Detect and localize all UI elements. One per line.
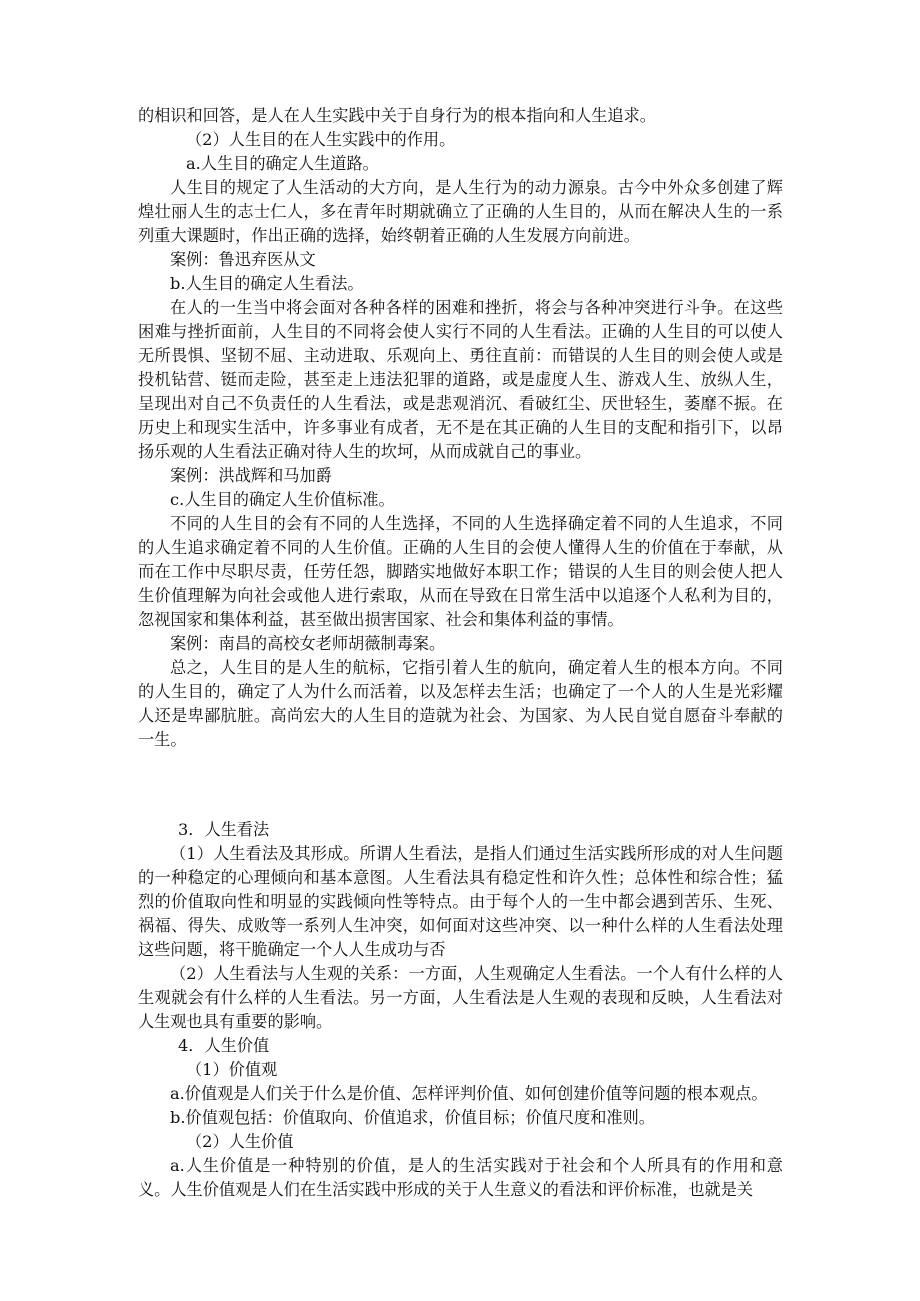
paragraph: （2）人生看法与人生观的关系：一方面，人生观确定人生看法。一个人有什么样的人生观就会有什么样的人生看法。另一方面，人生看法是人生观的表现和反映，人生看法对人生观也具有重要的影响。 [138,964,783,1032]
paragraph: 的相识和回答，是人在人生实践中关于自身行为的根本指向和人生追求。 [138,106,656,125]
paragraph: 人生目的规定了人生活动的大方向，是人生行为的动力源泉。古今中外众多创建了辉煌壮丽人生的志士仁人，多在青年时期就确立了正确的人生目的，从而在解决人生的一系列重大课题时，作出正确的选择，始终朝着正确的人生发展方向前进。 [138,178,783,245]
paragraph: （1）价值观 [186,1060,278,1080]
paragraph: 在人的一生当中将会面对各种各样的困难和挫折，将会与各种冲突进行斗争。在这些困难与挫折面前，人生目的不同将会使人实行不同的人生看法。正确的人生目的可以使人无所畏惧、坚韧不屈、主动进取、乐观向上、勇往直前：而错误的人生目的则会使人或是投机钻营、铤而走险，甚至走上违法犯罪的道路，或是虚度人生、游戏人生、放纵人生，呈现出对自己不负责任的人生看法，或是悲观消沉、看破红尘、厌世轻生，萎靡不振。在历史上和现实生活中，许多事业有成者，无不是在其正确的人生目的支配和指引下，以昂扬乐观的人生看法正确对待人生的坎坷，从而成就自己的事业。 [138,298,783,461]
paragraph: a.价值观是人们关于什么是价值、怎样评判价值、如何创建价值等问题的根本观点。 [170,1084,768,1104]
paragraph: （1）人生看法及其形成。所谓人生看法，是指人们通过生活实践所形成的对人生问题的一种稳定的心理倾向和基本意图。人生看法具有稳定性和许久性；总体性和综合性；猛烈的价值取向性和明显的实践倾向性等特点。由于每个人的一生中都会遇到苦乐、生死、祸福、得失、成败等一系列人生冲突，如何面对这些冲突、以一种什么样的人生看法处理这些问题，将干脆确定一个人人生成功与否 [138,844,783,960]
paragraph: c.人生目的确定人生价值标准。 [170,490,395,509]
paragraph: 案例：鲁迅弃医从文 [170,250,316,269]
paragraph: a.人生价值是一种特别的价值，是人的生活实践对于社会和个人所具有的作用和意义。人生价值观是人们在生活实践中形成的关于人生意义的看法和评价标准，也就是关 [138,1156,783,1200]
paragraph: 4．人生价值 [178,1036,270,1056]
paragraph: 案例：洪战辉和马加爵 [170,466,332,485]
paragraph-spacer [138,768,783,802]
paragraph: b.人生目的确定人生看法。 [170,274,364,293]
paragraph: a.人生目的确定人生道路。 [186,154,379,173]
paragraph: 总之，人生目的是人生的航标，它指引着人生的航向，确定着人生的根本方向。不同的人生目的，确定了人为什么而活着，以及怎样去生活；也确定了一个人的人生是光彩耀人还是卑鄙肮脏。高尚宏大的人生目的造就为社会、为国家、为人民自觉自愿奋斗奉献的一生。 [138,658,783,749]
paragraph: （2）人生目的在人生实践中的作用。 [186,130,456,149]
paragraph: 3．人生看法 [178,820,270,840]
paragraph: （2）人生价值 [186,1132,294,1152]
document-page [138,104,783,1202]
paragraph: 不同的人生目的会有不同的人生选择，不同的人生选择确定着不同的人生追求，不同的人生追求确定着不同的人生价值。正确的人生目的会使人懂得人生的价值在于奉献，从而在工作中尽职尽责，任劳任怨，脚踏实地做好本职工作；错误的人生目的则会使人把人生价值理解为向社会或他人进行索取，从而在导致在日常生活中以追逐个人私利为目的，忽视国家和集体利益，甚至做出损害国家、社会和集体利益的事情。 [138,514,783,629]
paragraph: b.价值观包括：价值取向、价值追求，价值目标；价值尺度和准则。 [170,1108,655,1128]
paragraph: 案例：南昌的高校女老师胡薇制毒案。 [170,634,446,653]
